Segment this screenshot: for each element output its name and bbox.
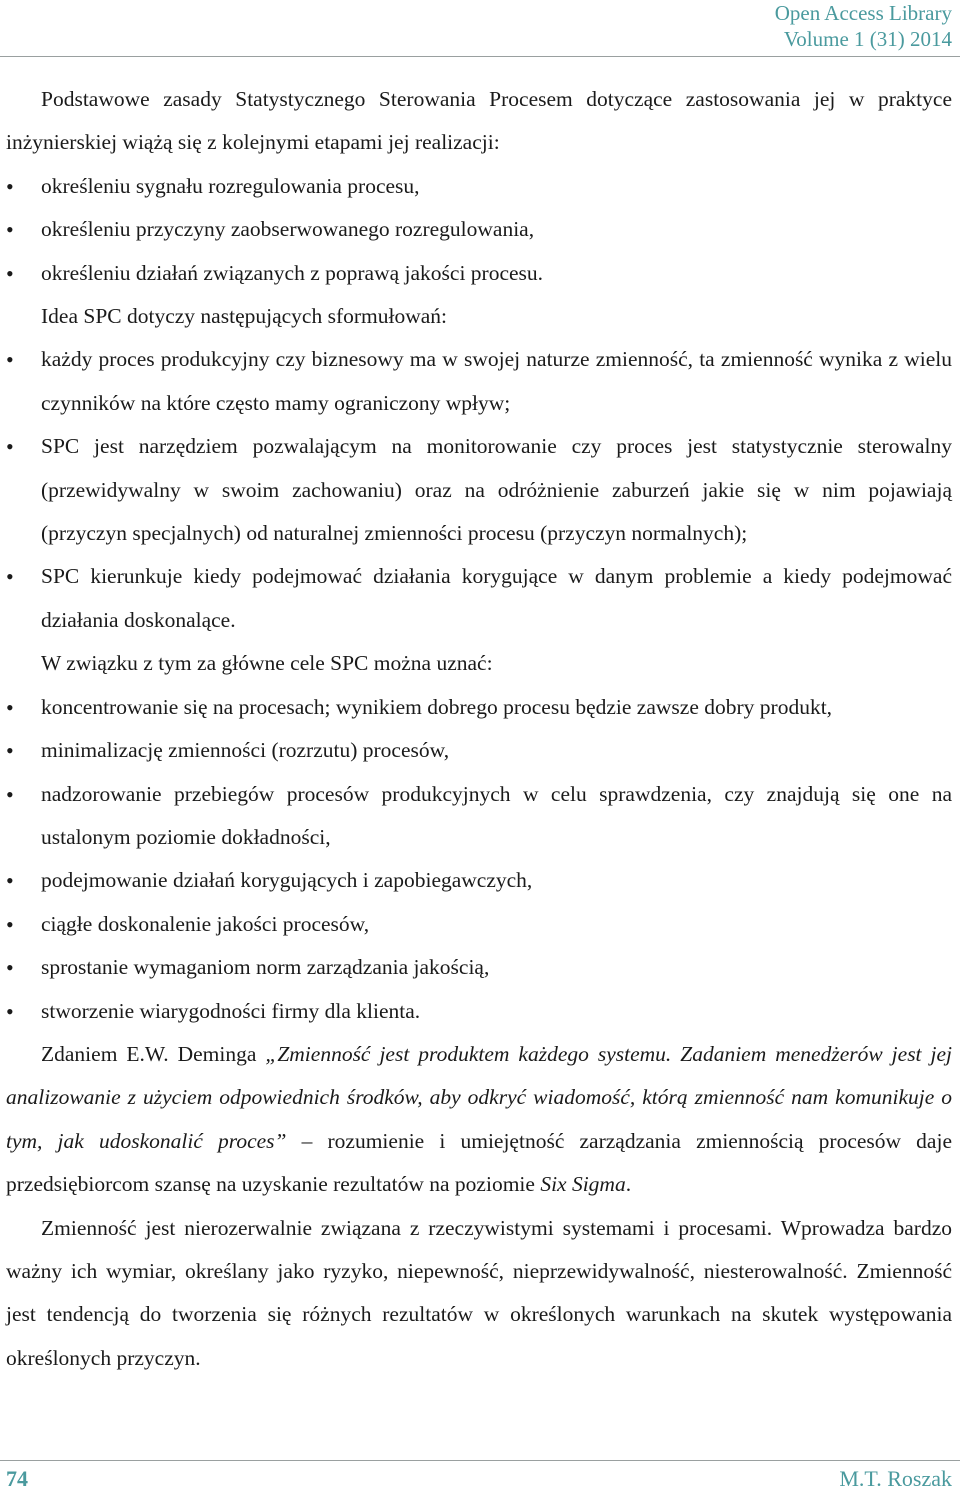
idea-intro: Idea SPC dotyczy następujących sformułowań:: [41, 304, 448, 329]
header-divider: [0, 56, 960, 57]
list-item: • określeniu przyczyny zaobserwowanego rozregulowania,: [6, 208, 952, 251]
deming-end: .: [625, 1172, 632, 1197]
list-item: • SPC kierunkuje kiedy podejmować działania korygujące w danym problemie a kiedy podejmować działania doskonalące.: [6, 555, 952, 642]
running-header: [775, 0, 952, 52]
footer-divider: [0, 1460, 960, 1461]
list-item: • ciągłe doskonalenie jakości procesów,: [6, 903, 952, 946]
list-item: • określeniu sygnału rozregulowania procesu,: [6, 165, 952, 208]
variability-paragraph: Zmienność jest nierozerwalnie związana z rzeczywistymi systemami i procesami. Wprowadza bardzo ważny ich wymiar, określany jako ryzyko, niepewność, nieprzewidywalność, niesterowalność. Zmienność jest tendencją do tworzenia się różnych rezultatów w określonych warunkach na skutek występowania określonych przyczyn.: [6, 1215, 952, 1370]
list-item: • koncentrowanie się na procesach; wynikiem dobrego procesu będzie zawsze dobry produkt,: [6, 686, 952, 729]
goals-intro: W związku z tym za główne cele SPC można uznać:: [41, 651, 493, 676]
list-item: • minimalizację zmienności (rozrzutu) procesów,: [6, 729, 952, 772]
deming-paragraph: [6, 1033, 952, 1207]
article-body: [6, 78, 952, 1380]
stages-list: [6, 165, 952, 295]
page-number: 74: [6, 1466, 28, 1491]
journal-volume: Volume 1 (31) 2014: [783, 27, 952, 51]
journal-name: Open Access Library: [774, 1, 952, 25]
list-item: • podejmowanie działań korygujących i zapobiegawczych,: [6, 859, 952, 902]
list-item: • każdy proces produkcyjny czy biznesowy ma w swojej naturze zmienność, ta zmienność wynika z wielu czynników na które często mamy ograniczony wpływ;: [6, 338, 952, 425]
goals-list: [6, 686, 952, 1033]
list-item: • sprostanie wymaganiom norm zarządzania jakością,: [6, 946, 952, 989]
footer-author: M.T. Roszak: [839, 1466, 952, 1491]
idea-list: [6, 338, 952, 642]
list-item: • SPC jest narzędziem pozwalającym na monitorowanie czy proces jest statystycznie sterowalny (przewidywalny w swoim zachowaniu) oraz na odróżnienie zaburzeń jakie się w nim pojawiają (przyczyn specjalnych) od naturalnej zmienności procesu (przyczyn normalnych);: [6, 425, 952, 555]
deming-quote: „Zmienność jest produktem każdego systemu. Zadaniem menedżerów jest jej analizowanie z użyciem odpowiednich środków, aby odkryć wiadomość, którą zmienność nam komunikuje o tym, jak udoskonalić proces”: [6, 1041, 952, 1153]
list-item: • stworzenie wiarygodności firmy dla klienta.: [6, 990, 952, 1033]
list-item: • nadzorowanie przebiegów procesów produkcyjnych w celu sprawdzenia, czy znajdują się one na ustalonym poziomie dokładności,: [6, 773, 952, 860]
deming-lead: Zdaniem E.W. Deminga: [41, 1041, 266, 1066]
six-sigma-term: Six Sigma: [540, 1172, 626, 1197]
list-item: • określeniu działań związanych z poprawą jakości procesu.: [6, 252, 952, 295]
deming-rest: – rozumienie i umiejętność zarządzania zmiennością procesów daje przedsiębiorcom szansę na uzyskanie rezultatów na poziomie: [6, 1128, 952, 1197]
intro-paragraph: Podstawowe zasady Statystycznego Sterowania Procesem dotyczące zastosowania jej w praktyce inżynierskiej wiążą się z kolejnymi etapami jej realizacji:: [6, 87, 952, 155]
